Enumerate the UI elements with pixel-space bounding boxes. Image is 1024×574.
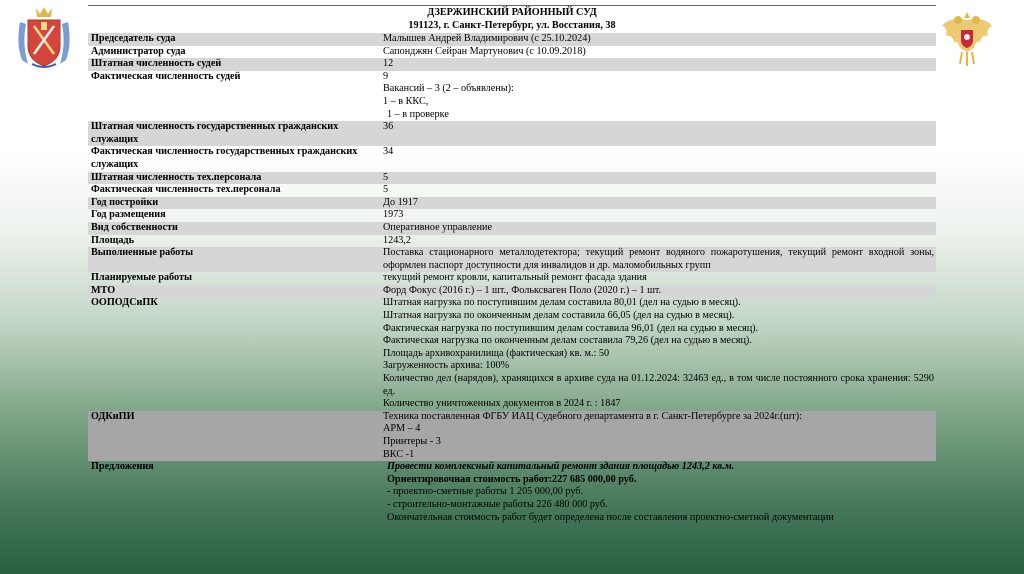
row-civil-servants-staff	[88, 121, 936, 146]
row-value: 1243,2	[383, 234, 412, 246]
row-chairman	[88, 33, 936, 46]
row-label: Фактическая численность судей	[91, 70, 241, 82]
row-label: Планируемые работы	[91, 272, 192, 284]
row-value: 34	[383, 146, 394, 158]
row-label: МТО	[91, 284, 116, 296]
row-value: Малышев Андрей Владимирович (с 25.10.2024)	[383, 33, 591, 44]
row-mto	[88, 285, 936, 298]
proposal-cost: Ориентировочная стоимость работ:227 685 000,00 руб.	[387, 473, 637, 485]
row-tech-actual	[88, 184, 936, 197]
row-value: Оперативное управление	[383, 221, 493, 233]
row-odkipi	[88, 411, 936, 461]
row-label: Вид собственности	[91, 221, 178, 233]
saint-petersburg-coat-of-arms-icon	[14, 4, 74, 70]
row-value: 36	[383, 121, 394, 133]
proposal-design-cost: - проектно-сметные работы 1 205 000,00 руб.	[387, 486, 584, 498]
row-label: Штатная численность судей	[91, 58, 222, 70]
row-value: Поставка стационарного металлодетектора; текущий ремонт водяного пожаротушения, текущий ремонт входной зоны, оформлен паспорт доступности для инвалидов и др. маломобильных групп	[383, 247, 934, 271]
proposal-construction-cost: - строительно-монтажные работы 226 480 000 руб.	[387, 498, 608, 510]
row-label: ООПОДСиПК	[91, 297, 158, 309]
row-label: Выполненные работы	[91, 247, 194, 259]
row-value: До 1917	[383, 196, 418, 208]
row-area	[88, 235, 936, 248]
row-value	[383, 461, 936, 524]
row-label: ОДКиПИ	[91, 410, 135, 422]
court-name: ДЗЕРЖИНСКИЙ РАЙОННЫЙ СУД	[427, 7, 597, 18]
row-value: 1973	[383, 209, 404, 221]
row-tech-staff	[88, 172, 936, 185]
row-value: 12	[383, 58, 394, 70]
row-value: 5	[383, 171, 389, 183]
proposal-note: Окончательная стоимость работ будет определена после составления проектно-сметной документации	[387, 511, 834, 523]
row-label: Площадь	[91, 234, 134, 246]
russian-double-headed-eagle-icon	[936, 6, 998, 70]
row-label: Предложения	[91, 461, 154, 473]
row-label: Председатель суда	[91, 33, 176, 44]
court-address: 191123, г. Санкт-Петербург, ул. Восстания, 38	[408, 19, 616, 31]
row-label: Год постройки	[91, 196, 159, 208]
row-ownership	[88, 222, 936, 235]
row-label: Фактическая численность тех.персонала	[91, 184, 281, 196]
row-value: 9 Вакансий – 3 (2 – объявлены): 1 – в ККС, 1 – в проверке	[383, 70, 514, 120]
table-title	[88, 5, 936, 33]
row-label: Штатная численность тех.персонала	[91, 171, 262, 183]
row-judges-actual	[88, 71, 936, 121]
row-completed-works	[88, 247, 936, 272]
row-value: Сапонджян Сейран Мартунович (с 10.09.2018)	[383, 45, 586, 57]
row-label: Администратор суда	[91, 45, 186, 57]
row-label: Фактическая численность государственных гражданских служащих	[91, 146, 358, 170]
row-judges-staff	[88, 58, 936, 71]
court-info-table	[88, 5, 936, 524]
row-value: Техника поставленная ФГБУ ИАЦ Судебного департамента в г. Санкт-Петербурге за 2024г.(шт): АРМ – 4 Принтеры - 3 ВКС -1	[383, 410, 802, 460]
row-label: Штатная численность государственных гражданских служащих	[91, 121, 339, 145]
row-oopodsipk	[88, 297, 936, 410]
row-label: Год размещения	[91, 209, 166, 221]
proposal-main: Провести комплексный капитальный ремонт здания площадью 1243,2 кв.м.	[387, 461, 735, 473]
row-value: 5	[383, 184, 389, 196]
row-year-placed	[88, 209, 936, 222]
row-value: Форд Фокус (2016 г.) – 1 шт., Фольксваген Поло (2020 г.) – 1 шт.	[383, 284, 662, 296]
row-value: Штатная нагрузка по поступившим делам составила 80,01 (дел на судью в месяц). Штатная нагрузка по оконченным делам составила 66,05 (дел на судью в месяц). Фактическая нагрузка по поступившим делам составила 96,01 (дел на судью в месяц). Фактическая нагрузка по оконченным делам составила 79,26 (дел на судью в месяц). Площадь архивохранилища (фактическая) кв. м.: 50 Загруженность архива: 100% Количество дел (нарядов), хранящихся в архиве суда на 01.12.2024: 32463 ед., в том числе постоянного срока хранения: 5290 ед. Количество уничтоженных документов в 2024 г. : 1847	[383, 297, 934, 410]
row-value: текущий ремонт кровли, капитальный ремонт фасада здания	[383, 272, 647, 284]
row-civil-servants-actual	[88, 146, 936, 171]
row-planned-works	[88, 272, 936, 285]
row-year-built	[88, 197, 936, 210]
row-administrator	[88, 46, 936, 59]
row-proposals	[88, 461, 936, 524]
